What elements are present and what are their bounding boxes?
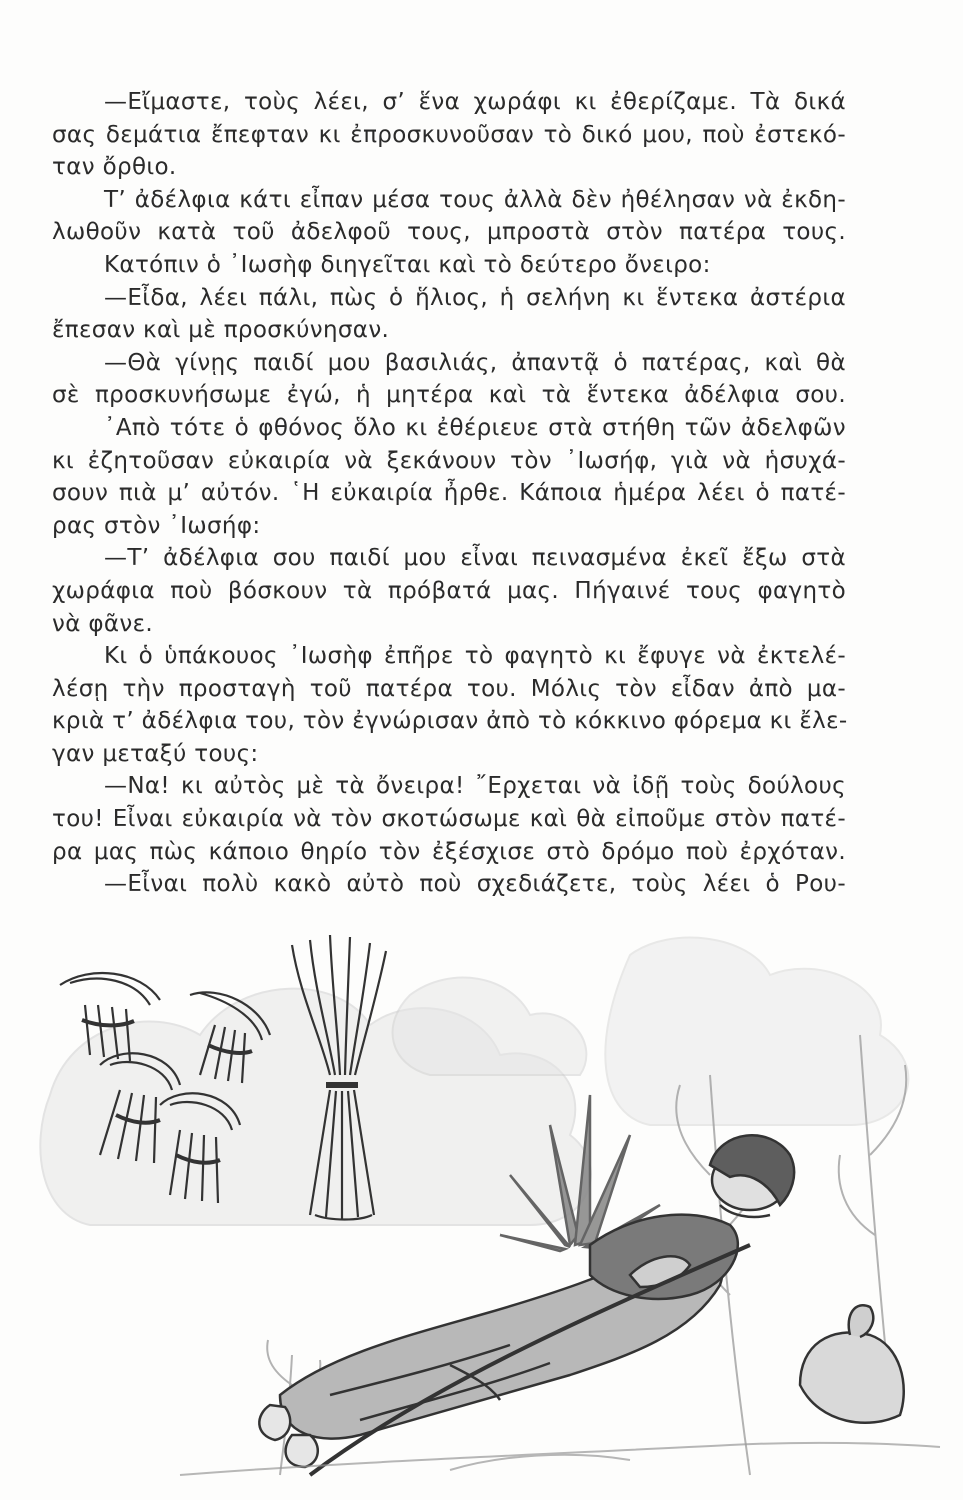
text-line: σας δεμάτια ἔπεφταν κι ἐπροσκυνοῦσαν τὸ δικό μου, ποὺ ἐστεκό- (52, 121, 846, 148)
text-line: χωράφια ποὺ βόσκουν τὰ πρόβατά μας. Πήγαινέ τους φαγητὸ (52, 577, 846, 604)
text-line: —Τ’ ἀδέλφια σου παιδί μου εἶναι πεινασμένα ἐκεῖ ἔξω στὰ (104, 545, 846, 572)
text-line: —Εἴμαστε, τοὺς λέει, σ’ ἕνα χωράφι κι ἐθερίζαμε. Τὰ δικά (104, 89, 846, 115)
text-line: —Εἶδα, λέει πάλι, πὼς ὁ ἥλιος, ἡ σελήνη κι ἕντεκα ἀστέρια (104, 284, 846, 311)
text-line: κριὰ τ’ ἀδέλφια του, τὸν ἐγνώρισαν ἀπὸ τὸ κόκκινο φόρεμα κι ἔλε- (52, 708, 848, 735)
text-line: σὲ προσκυνήσωμε ἐγώ, ἡ μητέρα καὶ τὰ ἕντεκα ἀδέλφια σου. (52, 382, 846, 409)
text-line: ἔπεσαν καὶ μὲ προσκύνησαν. (52, 317, 390, 344)
text-line: —Εἶναι πολὺ κακὸ αὐτὸ ποὺ σχεδιάζετε, τοὺς λέει ὁ Ρου- (104, 871, 846, 898)
text-line: Κατόπιν ὁ ᾿Ιωσὴφ διηγεῖται καὶ τὸ δεύτερο ὄνειρο: (104, 251, 711, 278)
text-line: —Να! κι αὐτὸς μὲ τὰ ὄνειρα! ῎Ερχεται νὰ ἰδῇ τοὺς δούλους (104, 773, 846, 800)
text-line: γαν μεταξύ τους: (52, 740, 259, 767)
text-line: Τ’ ἀδέλφια κάτι εἶπαν μέσα τους ἀλλὰ δὲν ἠθέλησαν νὰ ἐκδη- (104, 186, 846, 213)
text-line: ρας στὸν ᾿Ιωσήφ: (52, 512, 261, 539)
text-line: Κι ὁ ὑπάκουος ᾿Ιωσὴφ ἐπῆρε τὸ φαγητὸ κι ἔφυγε νὰ ἐκτελέ- (104, 643, 846, 670)
text-line: του! Εἶναι εὐκαιρία νὰ τὸν σκοτώσωμε καὶ θὰ εἰποῦμε στὸν πατέ- (52, 806, 846, 833)
text-line: λέσῃ τὴν προσταγὴ τοῦ πατέρα του. Μόλις τὸν εἶδαν ἀπὸ μα- (52, 675, 846, 702)
text-line: ταν ὄρθιο. (52, 154, 177, 181)
text-line: νὰ φᾶνε. (52, 610, 154, 637)
body-text (52, 86, 846, 901)
text-line: σουν πιὰ μ’ αὐτόν. ῾Η εὐκαιρία ἦρθε. Κάποια ἡμέρα λέει ὁ πατέ- (52, 480, 846, 507)
text-line: ρα μας πὼς κάποιο θηρίο τὸν ἐξέσχισε στὸ δρόμο ποὺ ἐρχόταν. (52, 838, 846, 865)
text-line: κι ἐζητοῦσαν εὐκαιρία νὰ ξεκάνουν τὸν ᾿Ιωσήφ, γιὰ νὰ ἡσυχά- (52, 447, 846, 474)
text-line: ᾿Απὸ τότε ὁ φθόνος ὅλο κι ἐθέριευε στὰ στήθη τῶν ἀδελφῶν (104, 414, 846, 441)
text-line: —Θὰ γίνῃς παιδί μου βασιλιάς, ἀπαντᾷ ὁ πατέρας, καὶ θὰ (104, 349, 846, 376)
illustration-drawing (30, 915, 950, 1485)
text-line: λωθοῦν κατὰ τοῦ ἀδελφοῦ τους, μπροστὰ στὸν πατέρα τους. (52, 219, 846, 246)
joseph-dream-illustration (30, 915, 950, 1485)
